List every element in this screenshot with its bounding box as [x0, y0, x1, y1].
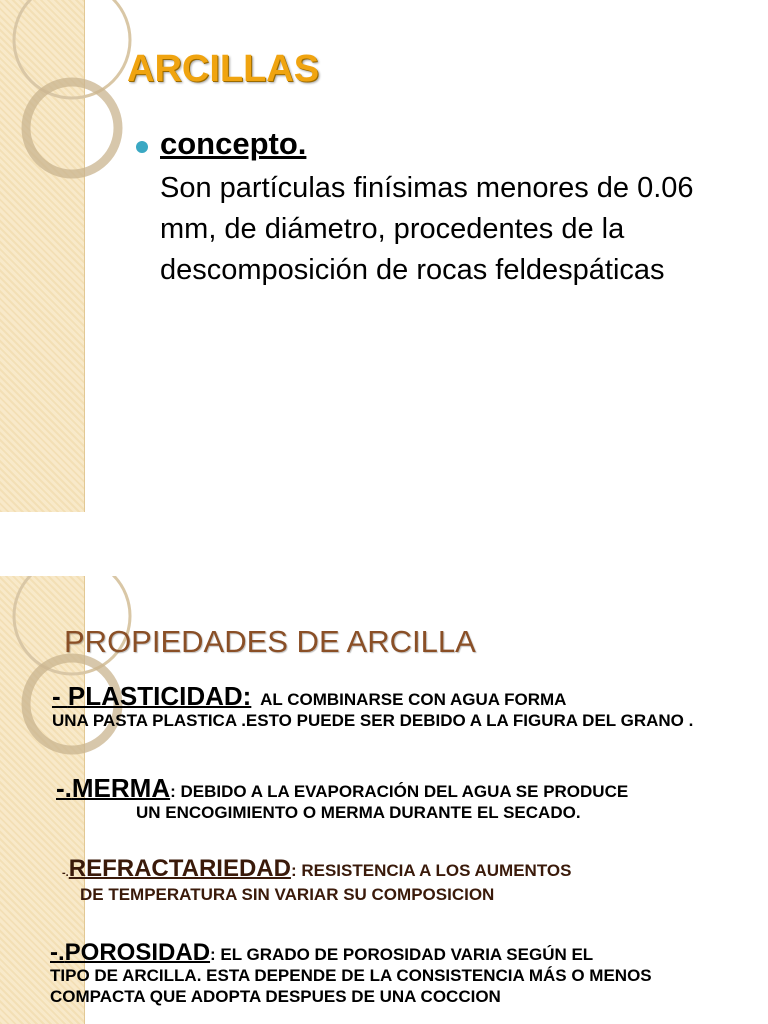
property-desc-rest: DE TEMPERATURA SIN VARIAR SU COMPOSICION — [80, 885, 495, 904]
property-plasticidad — [52, 681, 742, 731]
property-refractariedad: -.REFRACTARIEDAD: RESISTENCIA A LOS AUMENTOS DE TEMPERATURA SIN VARIAR SU COMPOSICION — [62, 855, 572, 904]
property-desc-rest: TIPO DE ARCILLA. ESTA DEPENDE DE LA CONSISTENCIA MÁS O MENOS COMPACTA QUE ADOPTA DESPUES DE UNA COCCION — [50, 966, 652, 1006]
bullet-dot-icon — [136, 141, 148, 153]
property-desc: : DEBIDO A LA EVAPORACIÓN DEL AGUA SE PRODUCE — [170, 782, 629, 801]
decorative-band — [0, 0, 85, 512]
property-term: - PLASTICIDAD: — [52, 681, 252, 711]
property-desc: : EL GRADO DE POROSIDAD VARIA SEGÚN EL — [210, 945, 594, 964]
property-desc-rest: UN ENCOGIMIENTO O MERMA DURANTE EL SECADO. — [136, 803, 581, 822]
property-term: -.MERMA — [56, 773, 171, 803]
concept-body: Son partículas finísimas menores de 0.06 mm, de diámetro, procedentes de la descomposición de rocas feldespáticas — [160, 172, 694, 286]
slide-propiedades — [0, 576, 768, 1024]
concept-heading: concepto. — [160, 126, 307, 161]
property-desc: AL COMBINARSE CON AGUA FORMA — [260, 690, 567, 709]
slide-title: PROPIEDADES DE ARCILLA — [64, 624, 476, 659]
property-porosidad — [50, 939, 750, 1007]
slide-title: ARCILLAS — [127, 48, 320, 90]
property-desc: : RESISTENCIA A LOS AUMENTOS — [290, 861, 572, 880]
property-merma — [56, 773, 736, 823]
property-term: REFRACTARIEDAD — [68, 855, 291, 882]
property-term: -.POROSIDAD — [50, 939, 211, 966]
property-desc-rest: UNA PASTA PLASTICA .ESTO PUEDE SER DEBIDO A LA FIGURA DEL GRANO . — [52, 711, 694, 730]
